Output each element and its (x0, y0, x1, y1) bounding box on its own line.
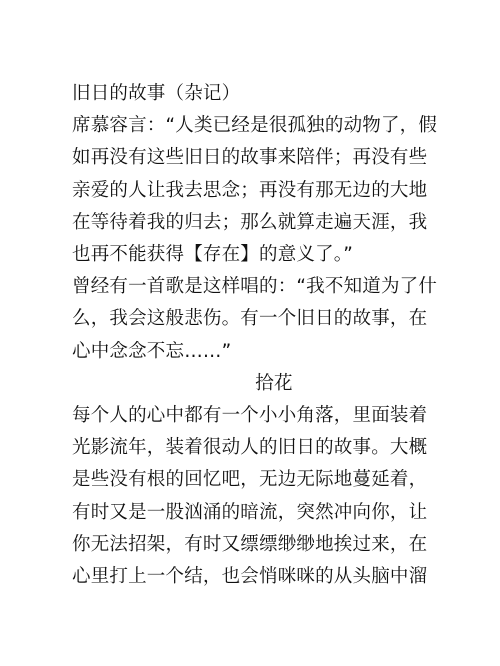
paragraph-line: 每个人的心中都有一个小小角落，里面装着 (72, 405, 428, 427)
quote-line: 亲爱的人让我去思念；再没有那无边的大地 (72, 179, 428, 201)
song-line: 心中念念不忘……” (72, 340, 232, 362)
song-line: 么，我会这般悲伤。有一个旧日的故事，在 (72, 308, 428, 330)
paragraph-line: 有时又是一股汹涌的暗流，突然冲向你，让 (72, 501, 428, 523)
quote-line: 也再不能获得【存在】的意义了。” (72, 244, 354, 266)
paragraph-line: 心里打上一个结，也会悄咪咪的从头脑中溜 (72, 566, 428, 588)
document-title: 旧日的故事（杂记） (72, 83, 241, 104)
song-line: 曾经有一首歌是这样唱的：“我不知道为了什 (72, 276, 438, 298)
quote-line: 在等待着我的归去；那么就算走遍天涯，我 (72, 211, 428, 233)
quote-line: 如再没有这些旧日的故事来陪伴；再没有些 (72, 147, 428, 169)
paragraph-line: 光影流年，装着很动人的旧日的故事。大概 (72, 437, 428, 459)
section-heading: 拾花 (255, 372, 293, 394)
quote-line: 席慕容言：“人类已经是很孤独的动物了，假 (72, 115, 438, 137)
paragraph-line: 你无法招架，有时又缥缥缈缈地挨过来，在 (72, 533, 428, 555)
paragraph-line: 是些没有根的回忆吧，无边无际地蔓延着， (72, 469, 428, 491)
